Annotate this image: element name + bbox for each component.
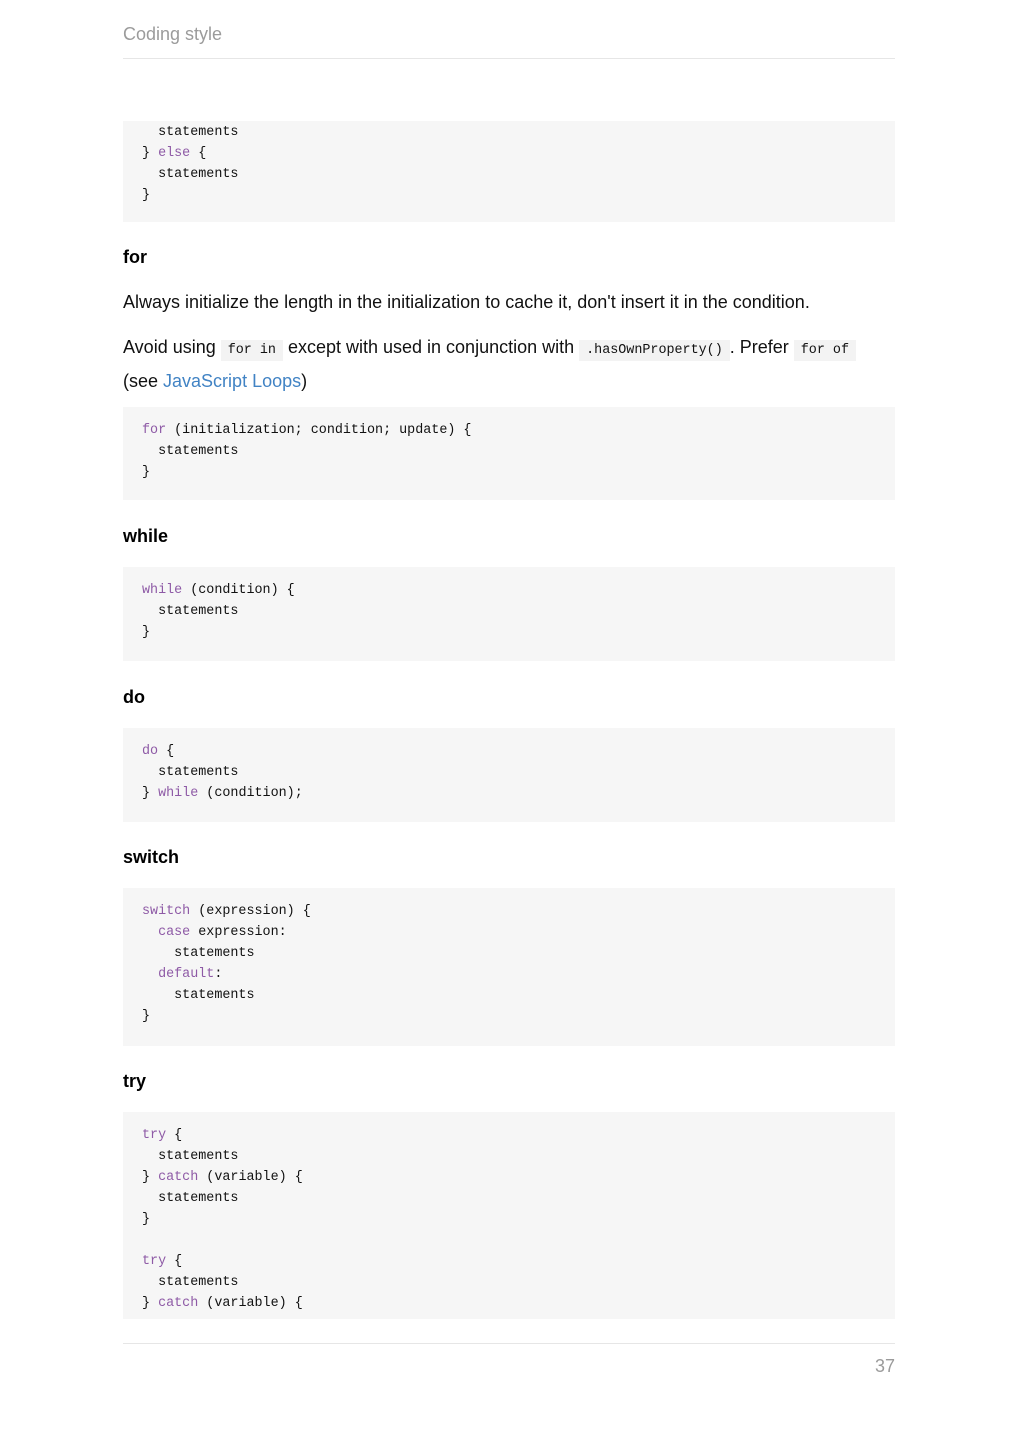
- code-block-switch: switch (expression) { case expression: statements default: statements }: [123, 888, 895, 1046]
- heading-switch: switch: [123, 847, 180, 867]
- code-line: statements: [142, 125, 239, 140]
- keyword: try: [142, 1128, 167, 1143]
- inline-code: for of: [794, 340, 856, 361]
- running-header: Coding style: [123, 24, 223, 44]
- code-line: }: [142, 188, 151, 203]
- keyword: while: [158, 786, 199, 801]
- code-block-for: for (initialization; condition; update) { statements }: [123, 407, 895, 500]
- heading-try: try: [123, 1071, 147, 1091]
- keyword: switch: [142, 904, 191, 919]
- heading-for: for: [123, 247, 147, 267]
- keyword: case: [158, 925, 191, 940]
- keyword: catch: [158, 1170, 199, 1185]
- keyword: default: [158, 967, 215, 982]
- footer-divider: [123, 1343, 895, 1344]
- code-block-while: while (condition) { statements }: [123, 567, 895, 661]
- code-block-if-else: statements } else { statements }: [123, 121, 895, 222]
- keyword: else: [158, 146, 191, 161]
- keyword: catch: [158, 1296, 199, 1311]
- keyword: do: [142, 744, 159, 759]
- inline-code: for in: [221, 340, 283, 361]
- inline-code: .hasOwnProperty(): [579, 340, 730, 361]
- heading-do: do: [123, 687, 145, 707]
- paragraph-for-in: Avoid using for in except with used in conjunction with .hasOwnProperty() . Prefer for of (see JavaScript Loops): [123, 332, 895, 396]
- keyword: while: [142, 583, 183, 598]
- code-block-do: do { statements } while (condition);: [123, 728, 895, 822]
- header-divider: [123, 58, 895, 59]
- javascript-loops-link[interactable]: JavaScript Loops: [163, 371, 302, 391]
- code-line: statements: [142, 167, 239, 182]
- page-number: 37: [874, 1356, 895, 1376]
- code-block-try: try { statements } catch (variable) { statements } try { statements } catch (variable) {: [123, 1112, 895, 1319]
- keyword: try: [142, 1254, 167, 1269]
- heading-while: while: [123, 526, 169, 546]
- paragraph-for-length: Always initialize the length in the initialization to cache it, don't insert it in the condition.: [123, 292, 810, 312]
- keyword: for: [142, 423, 167, 438]
